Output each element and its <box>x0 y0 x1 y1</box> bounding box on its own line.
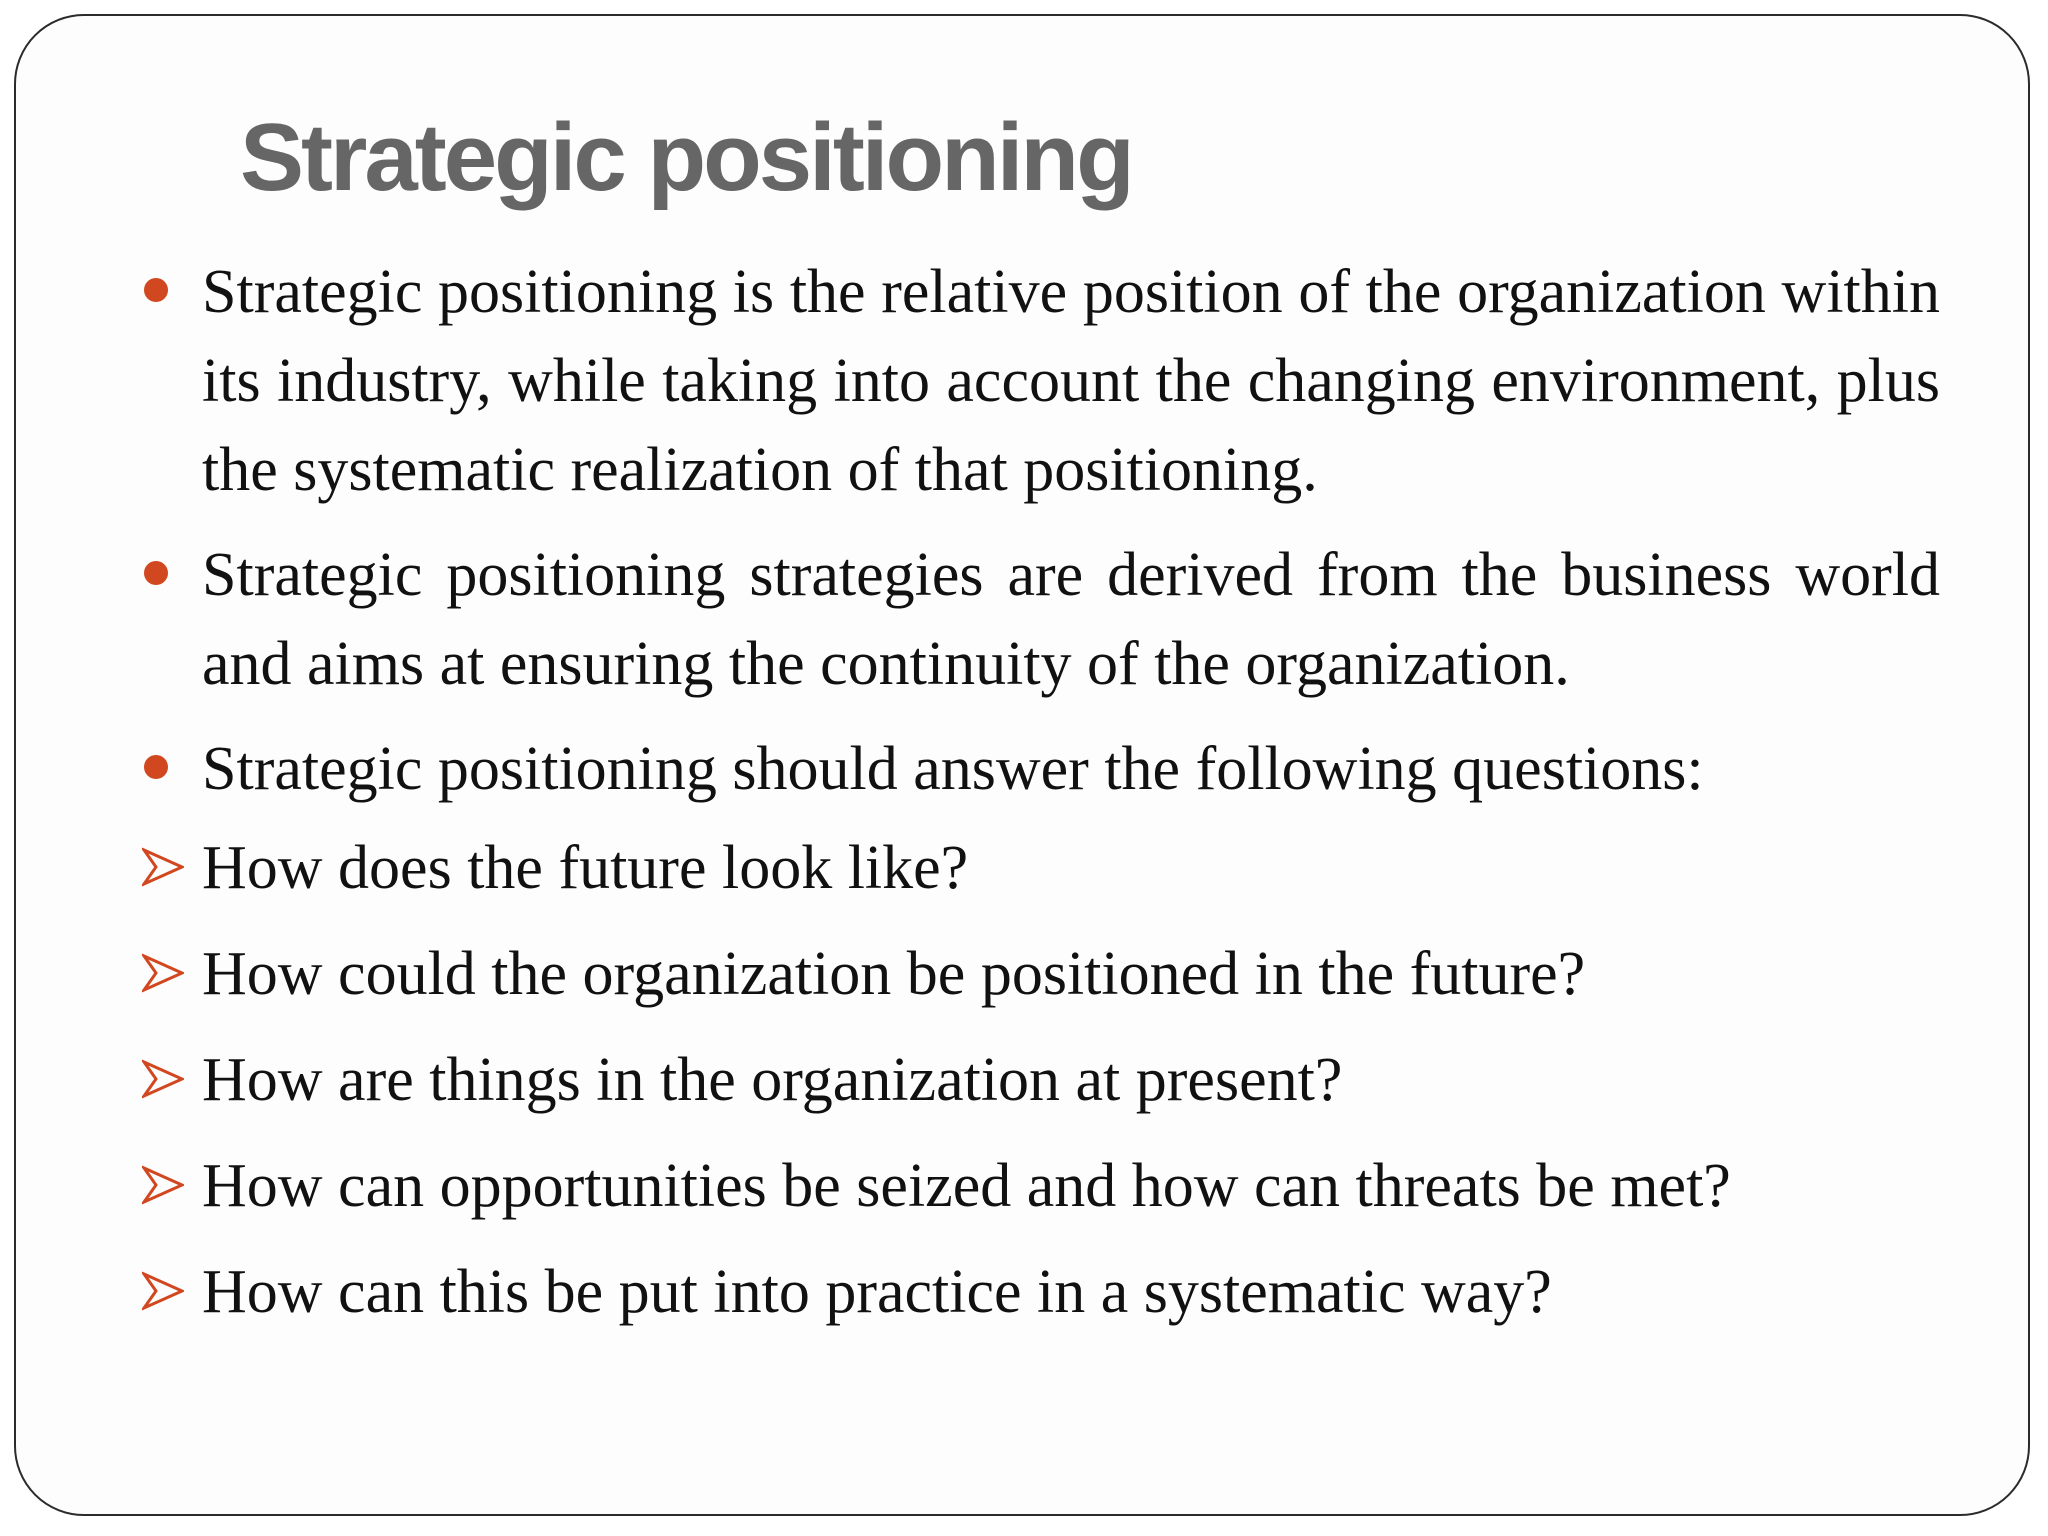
dot-icon <box>144 561 168 585</box>
question-text: How can opportunities be seized and how can threats be met? <box>202 1152 1731 1220</box>
bullet-item <box>134 248 1940 515</box>
question-text: How can this be put into practice in a systematic way? <box>202 1258 1552 1326</box>
slide-content <box>134 248 1940 1358</box>
slide-title: Strategic positioning <box>240 104 1132 211</box>
arrow-icon <box>142 1270 184 1312</box>
arrow-icon <box>142 1164 184 1206</box>
bullet-item <box>134 531 1940 709</box>
slide-frame <box>14 14 2030 1516</box>
question-item <box>134 934 1940 1014</box>
bullet-text: Strategic positioning should answer the following questions: <box>202 735 1704 803</box>
question-text: How could the organization be positioned in the future? <box>202 940 1586 1008</box>
arrow-icon <box>142 1058 184 1100</box>
question-item <box>134 1146 1940 1226</box>
arrow-icon <box>142 846 184 888</box>
bullet-item <box>134 725 1940 814</box>
dot-icon <box>144 755 168 779</box>
question-item <box>134 1040 1940 1120</box>
question-text: How does the future look like? <box>202 834 969 902</box>
dot-icon <box>144 278 168 302</box>
bullet-text: Strategic positioning strategies are derived from the business world and aims at ensuring the continuity of the organization. <box>202 541 1940 698</box>
bullet-text: Strategic positioning is the relative position of the organization within its industry, while taking into account the changing environment, plus the systematic realization of that positioning. <box>202 258 1940 504</box>
question-item <box>134 1252 1940 1332</box>
question-item <box>134 828 1940 908</box>
question-text: How are things in the organization at present? <box>202 1046 1343 1114</box>
arrow-icon <box>142 952 184 994</box>
